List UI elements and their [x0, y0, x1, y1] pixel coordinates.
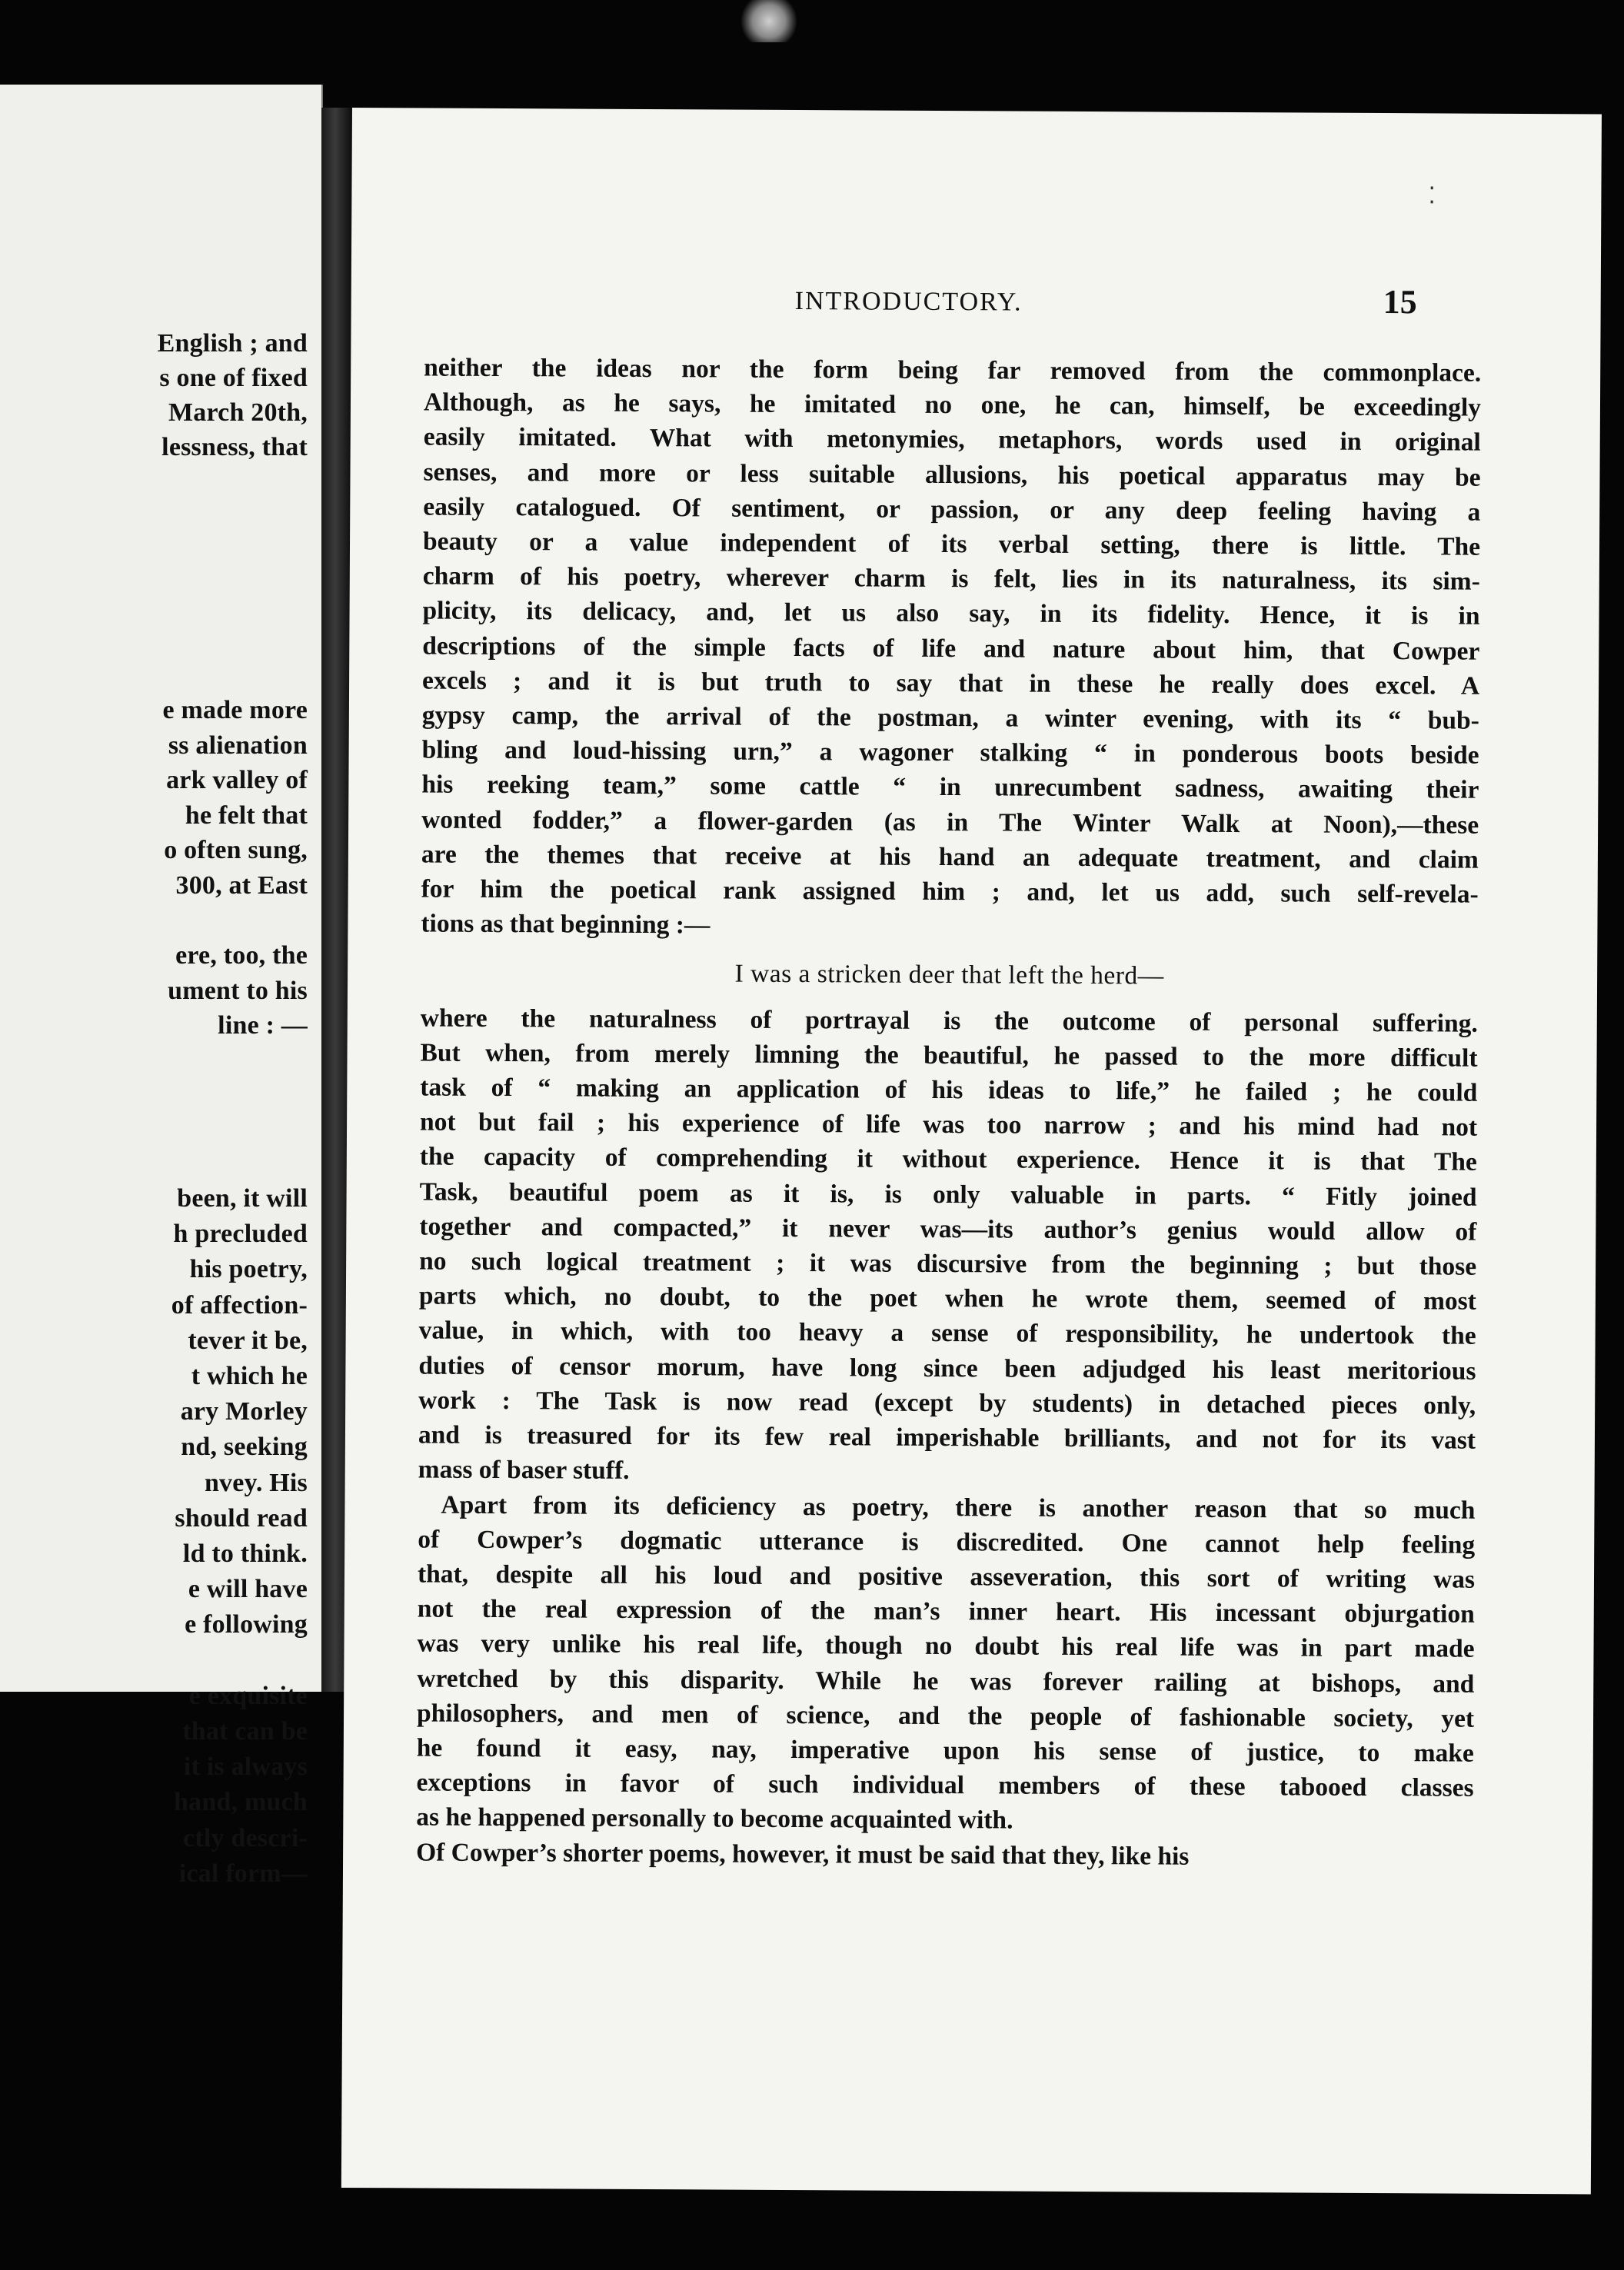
text-line: duties of censor morum, have long since been adjudged his least meritorious [418, 1351, 1476, 1386]
text-line: the capacity of comprehending it without experience. Hence it is that The [419, 1142, 1477, 1177]
text-line: as he happened personally to become acquainted with. [416, 1802, 1013, 1835]
text-line: tions as that beginning :— [421, 909, 710, 940]
left-page-line: h precluded [173, 1220, 308, 1249]
text-line: of Cowper’s dogmatic utterance is discredited. One cannot help feeling [418, 1525, 1476, 1559]
text-line: beauty or a value independent of its verbal setting, there is little. The [422, 527, 1481, 561]
left-page-line: e will have [188, 1575, 308, 1604]
text-line: philosophers, and men of science, and the people of fashionable society, yet [416, 1699, 1475, 1733]
left-page [0, 85, 323, 1888]
running-head: INTRODUCTORY. [794, 287, 1023, 317]
body-text [416, 350, 1481, 1875]
left-page-line: o often sung, [164, 836, 308, 865]
text-line: Task, beautiful poem as it is, is only valuable in parts. “ Fitly joined [419, 1177, 1477, 1212]
text-line: no such logical treatment ; it was discursive from the beginning ; but those [419, 1247, 1477, 1281]
paragraph-2 [418, 1000, 1478, 1493]
text-line: easily catalogued. Of sentiment, or passion, or any deep feeling having a [423, 492, 1481, 527]
left-page-line: ld to think. [182, 1539, 308, 1568]
left-page-line: lessness, that [161, 433, 308, 461]
text-line: value, in which, with too heavy a sense of responsibility, he undertook the [418, 1316, 1476, 1351]
text-line: where the naturalness of portrayal is the outcome of personal suffering. [420, 1004, 1478, 1038]
text-line: wretched by this disparity. While he was forever railing at bishops, and [417, 1663, 1475, 1699]
text-line: Of Cowper’s shorter poems, however, it must be said that they, like his [416, 1837, 1190, 1871]
left-page-line: tever it be, [188, 1326, 308, 1355]
text-line: task of “ making an application of his ideas to life,” he failed ; he could [420, 1073, 1478, 1107]
left-page-line: ere, too, the [175, 941, 308, 970]
margin-mark: ⁚ [1428, 183, 1436, 209]
text-line: his reeking team,” some cattle “ in unrecumbent sadness, awaiting their [421, 770, 1479, 805]
left-page-line: t which he [191, 1362, 308, 1390]
text-line: together and compacted,” it never was—its author’s genius would allow of [419, 1212, 1477, 1247]
text-line: exceptions in favor of such individual members of these tabooed classes [416, 1768, 1474, 1802]
left-page-line: English ; and [157, 329, 308, 358]
text-line: descriptions of the simple facts of life and nature about him, that Cowper [422, 631, 1480, 666]
right-page [341, 108, 1602, 2194]
left-page-line: that can be [182, 1717, 308, 1746]
text-line: charm of his poetry, wherever charm is felt, lies in its naturalness, its sim- [422, 561, 1480, 596]
left-page-line: s one of fixed [159, 364, 308, 392]
text-line: senses, and more or less suitable allusions, his poetical apparatus may be [423, 458, 1481, 492]
left-page-line: e following [185, 1610, 308, 1639]
left-page-line: his poetry, [189, 1255, 308, 1284]
text-line: was very unlike his real life, though no doubt his real life was in part made [417, 1629, 1475, 1663]
text-line: gypsy camp, the arrival of the postman, a winter evening, with its “ bub- [421, 701, 1479, 735]
text-line: and is treasured for its few real imperishable brilliants, and not for its vast [418, 1420, 1476, 1455]
text-line: parts which, no doubt, to the poet when he wrote them, seemed of most [418, 1281, 1476, 1316]
text-line: bling and loud-hissing urn,” a wagoner stalking “ in ponderous boots beside [421, 735, 1479, 770]
left-page-line: ark valley of [166, 766, 308, 795]
left-page-line: he felt that [185, 800, 308, 830]
left-page-line: hand, much [174, 1788, 308, 1817]
left-page-line: ctly descri- [183, 1823, 308, 1852]
left-page-line: e exquisite [188, 1681, 308, 1710]
text-line: work : The Task is now read (except by students) in detached pieces only, [418, 1386, 1476, 1420]
text-line: Although, as he says, he imitated no one, he can, himself, be exceedingly [423, 388, 1482, 422]
text-line: he found it easy, nay, imperative upon his sense of justice, to make [416, 1733, 1474, 1768]
left-page-line: nd, seeking [181, 1433, 308, 1462]
scan-blot [734, 0, 804, 42]
left-page-line: ss alienation [168, 731, 308, 760]
text-line: But when, from merely limning the beautiful, he passed to the more difficult [420, 1038, 1478, 1073]
page-number: 15 [1383, 283, 1417, 321]
text-line: wonted fodder,” a flower-garden (as in The Winter Walk at Noon),—these [421, 805, 1479, 840]
text-line: not but fail ; his experience of life was too narrow ; and his mind had not [419, 1107, 1478, 1142]
text-line: mass of baser stuff. [418, 1455, 630, 1486]
text-line: that, despite all his loud and positive asseveration, this sort of writing was [417, 1559, 1476, 1594]
left-page-line: of affection- [171, 1290, 308, 1320]
left-page-line: should read [175, 1503, 308, 1533]
text-line: for him the poetical rank assigned him ; and, let us add, such self-revela- [421, 874, 1479, 909]
left-page-line: been, it will [177, 1184, 308, 1213]
left-page-line: ary Morley [180, 1397, 308, 1426]
text-line: neither the ideas nor the form being far removed from the commonplace. [424, 353, 1482, 388]
paragraph-1 [421, 350, 1481, 947]
left-page-line: March 20th, [168, 398, 308, 427]
left-page-line: 300, at East [175, 871, 308, 900]
verse-quote: I was a stricken deer that left the herd— [734, 960, 1164, 990]
paragraph-4 [416, 1835, 1473, 1875]
left-page-line: nvey. His [204, 1468, 308, 1497]
left-page-line: line : — [218, 1011, 308, 1040]
left-page-line: ical form— [178, 1859, 308, 1888]
left-page-line: it is always [183, 1752, 308, 1782]
text-line: Apart from its deficiency as poetry, there is another reason that so much [441, 1490, 1476, 1525]
text-line: not the real expression of the man’s inner heart. His incessant objurgation [417, 1594, 1475, 1629]
left-page-line: ument to his [168, 976, 308, 1005]
text-line: are the themes that receive at his hand an adequate treatment, and claim [421, 840, 1479, 874]
paragraph-3 [416, 1487, 1475, 1840]
text-line: excels ; and it is but truth to say that in these he really does excel. A [422, 666, 1480, 701]
text-line: plicity, its delicacy, and, let us also say, in its fidelity. Hence, it is in [422, 596, 1480, 631]
left-page-line: e made more [162, 696, 308, 724]
text-line: easily imitated. What with metonymies, metaphors, words used in original [423, 422, 1481, 458]
